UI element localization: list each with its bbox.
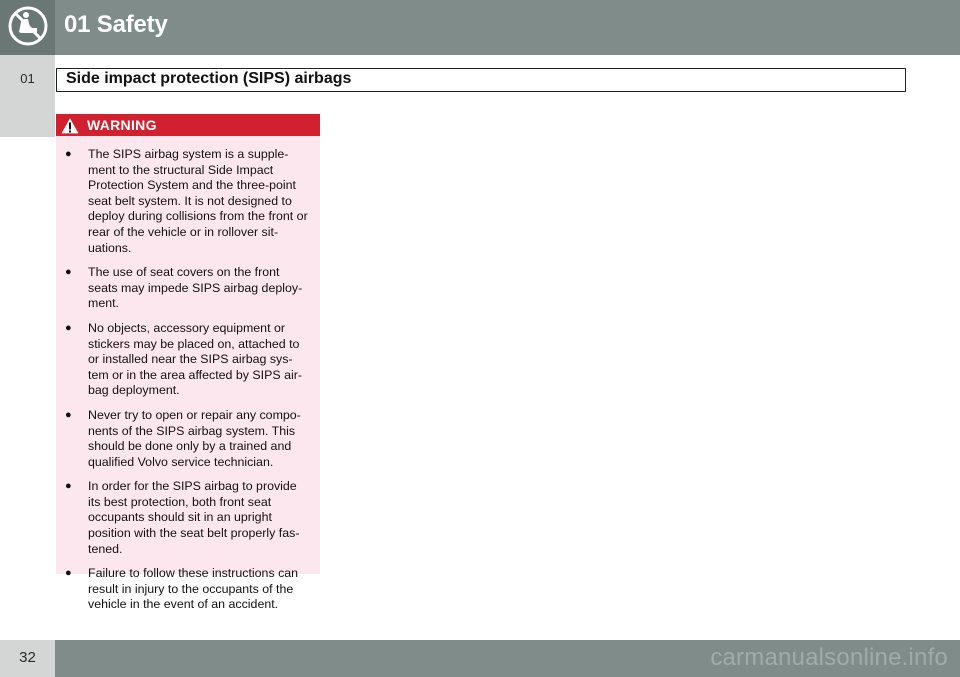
header-icon-box xyxy=(0,0,55,55)
bullet-icon: ● xyxy=(65,408,72,421)
page-number-box xyxy=(0,640,55,677)
warning-title: WARNING xyxy=(87,117,157,133)
warning-item-text: The SIPS airbag system is a supple- ment to the structural Side Impact Protection System and the three-point seat belt system. It is not designed to deploy during collisions from the front or rear of the vehicle or in rollover sit- uations. xyxy=(88,147,308,255)
warning-item-text: The use of seat covers on the front seats may impede SIPS airbag deploy- ment. xyxy=(88,265,303,311)
bullet-icon: ● xyxy=(65,480,72,493)
no-child-seat-airbag-icon xyxy=(6,4,50,48)
warning-box xyxy=(56,114,320,612)
warning-item-text: No objects, accessory equipment or stickers may be placed on, attached to or installed near the SIPS airbag sys- tem or in the area affected by SIPS air- bag deployment. xyxy=(88,320,302,398)
list-item xyxy=(56,566,320,613)
header-bar xyxy=(0,0,960,55)
list-item xyxy=(56,479,320,557)
list-item xyxy=(56,321,320,399)
list-item xyxy=(56,408,320,470)
page-title: 01 Safety xyxy=(64,11,168,38)
bullet-icon: ● xyxy=(65,148,72,160)
chapter-tab-label: 01 xyxy=(20,71,35,86)
section-title-box xyxy=(56,68,906,92)
warning-list xyxy=(56,147,320,622)
list-item xyxy=(56,265,320,312)
warning-triangle-icon xyxy=(59,115,81,137)
warning-item-text: Never try to open or repair any compo- nents of the SIPS airbag system. This should be done only by a trained and qualified Volvo service technician. xyxy=(88,407,301,469)
bullet-icon: ● xyxy=(65,266,72,279)
watermark: carmanualsonline.info xyxy=(710,644,948,671)
warning-header xyxy=(56,114,320,136)
list-item xyxy=(56,147,320,256)
chapter-tab xyxy=(0,55,55,137)
footer-bar xyxy=(0,640,960,677)
warning-item-text: In order for the SIPS airbag to provide its best protection, both front seat occupants should sit in an upright position with the seat belt properly fas- tened. xyxy=(88,479,300,556)
bullet-icon: ● xyxy=(65,321,72,334)
page-number: 32 xyxy=(19,649,36,666)
warning-item-text: Failure to follow these instructions can result in injury to the occupants of the vehicle in the event of an accident. xyxy=(88,566,299,612)
bullet-icon: ● xyxy=(65,567,72,580)
section-title: Side impact protection (SIPS) airbags xyxy=(66,70,352,87)
